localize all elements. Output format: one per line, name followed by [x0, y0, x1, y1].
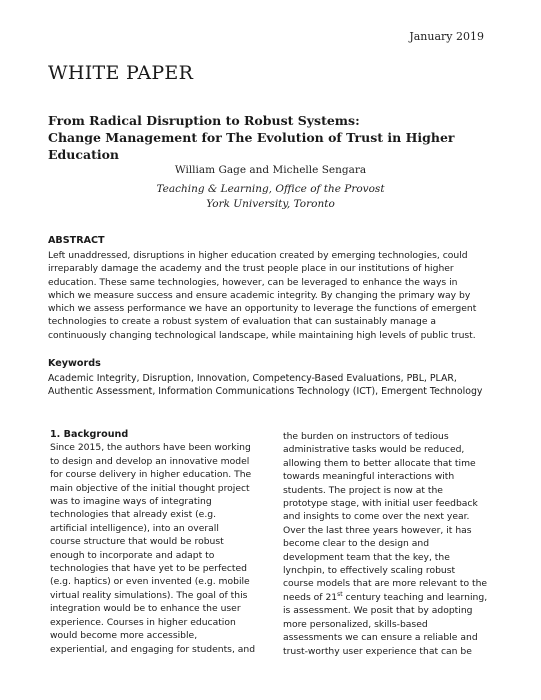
affiliation-line-1: Teaching & Learning, Office of the Provost: [156, 183, 385, 195]
paper-title-line-2: Change Management for The Evolution of Trust in Higher Education: [48, 130, 455, 162]
author-names: William Gage and Michelle Sengara: [174, 164, 367, 176]
abstract-text: Left unaddressed, disruptions in higher education created by emerging technologies, could irreparably damage the academy and the trust people place in our institutions of higher education. These same technologies, however, can be leveraged to enhance the ways in which we measure success and ensure academic integrity. By changing the primary way by which we assess performance we have an opportunity to leverage the functions of emergent technologies to create a robust system of evaluation that can sustainably manage a continuously changing technological landscape, while maintaining high levels of public trust.: [48, 250, 477, 341]
keywords-section: [48, 358, 498, 399]
affiliation-line-2: York University, Toronto: [206, 198, 335, 210]
superscript-ordinal: st: [337, 590, 343, 598]
abstract-heading: ABSTRACT: [48, 235, 105, 246]
author-affiliation: [0, 182, 541, 212]
background-text-left: Since 2015, the authors have been working to design and develop an innovative model for course delivery in higher education. The main objective of the initial thought project was to imagine ways of integrating technologies that already exist (e.g. artificial intelligence), into an overall course structure that would be robust enough to incorporate and adapt to technologies that have yet to be perfected (e.g. haptics) or even invented (e.g. mobile virtual reality simulations). The goal of this integration would be to enhance the user experience. Courses in higher education would become more accessible, experiential, and engaging for students, and: [50, 442, 256, 655]
paper-title: [48, 112, 498, 163]
body-column-right: [283, 430, 498, 658]
document-date: January 2019: [409, 30, 484, 43]
abstract-section: [48, 235, 496, 342]
background-heading: 1. Background: [50, 429, 129, 440]
document-type-heading: WHITE PAPER: [48, 62, 194, 84]
background-text-right-1: the burden on instructors of tedious administrative tasks would be reduced, allowing them to better allocate that time towards meaningful interactions with students. The project is now at the prototype stage, with initial user feedback and insights to come over the next year. Over the last three years however, it has become clear to the design and development team that the key, the lynchpin, to effectively scaling robust course models that are more relevant to the needs of 21: [283, 431, 488, 603]
paper-title-line-1: From Radical Disruption to Robust Systems:: [48, 113, 360, 128]
keywords-heading: Keywords: [48, 358, 101, 369]
keywords-text: Academic Integrity, Disruption, Innovation, Competency-Based Evaluations, PBL, PLAR, Authentic Assessment, Information Communications Technology (ICT), Emergent Technology: [48, 373, 483, 398]
body-column-left: [50, 428, 265, 656]
background-text-right-2: century teaching and learning, is assessment. We posit that by adopting more personalized, skills-based assessments we can ensure a reliable and trust-worthy user experience that can be: [283, 591, 488, 657]
